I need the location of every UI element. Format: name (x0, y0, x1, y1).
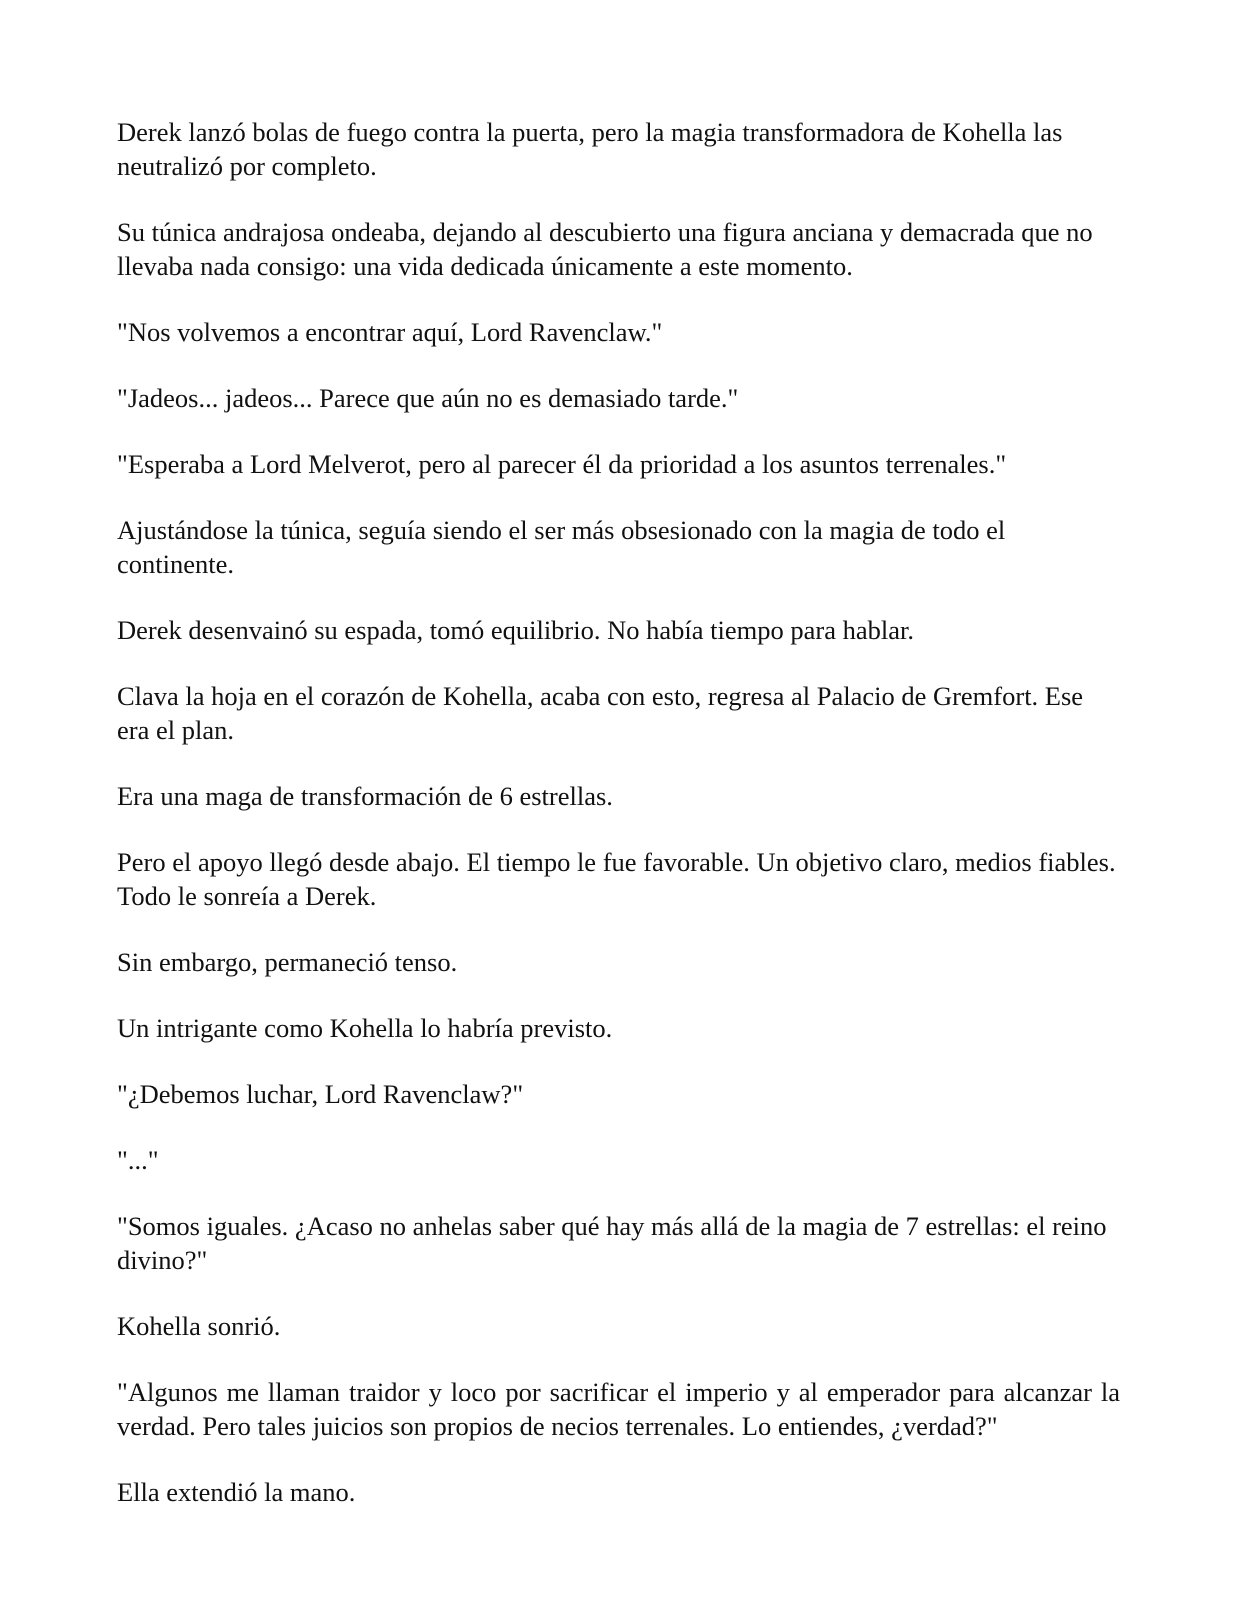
paragraph: "Jadeos... jadeos... Parece que aún no es demasiado tarde." (117, 383, 739, 413)
paragraph: Pero el apoyo llegó desde abajo. El tiempo le fue favorable. Un objetivo claro, medios fiables. Todo le sonreía a Derek. (117, 847, 1116, 911)
paragraph: Un intrigante como Kohella lo habría previsto. (117, 1013, 613, 1043)
paragraph: "..." (117, 1145, 159, 1175)
paragraph: "¿Debemos luchar, Lord Ravenclaw?" (117, 1079, 524, 1109)
paragraph: "Somos iguales. ¿Acaso no anhelas saber qué hay más allá de la magia de 7 estrellas: el reino divino?" (117, 1211, 1107, 1275)
paragraph: "Esperaba a Lord Melverot, pero al parecer él da prioridad a los asuntos terrenales." (117, 449, 1007, 479)
paragraph: Derek desenvainó su espada, tomó equilibrio. No había tiempo para hablar. (117, 615, 914, 645)
paragraph: Clava la hoja en el corazón de Kohella, acaba con esto, regresa al Palacio de Gremfort. Ese era el plan. (117, 681, 1084, 745)
paragraph: "Algunos me llaman traidor y loco por sacrificar el imperio y al emperador para alcanzar la verdad. Pero tales juicios son propios de necios terrenales. Lo entiendes, ¿verdad?" (117, 1377, 1120, 1441)
paragraph: Sin embargo, permaneció tenso. (117, 947, 458, 977)
paragraph: Ella extendió la mano. (117, 1477, 356, 1507)
paragraph: Era una maga de transformación de 6 estrellas. (117, 781, 613, 811)
paragraph: Ajustándose la túnica, seguía siendo el ser más obsesionado con la magia de todo el continente. (117, 515, 1006, 579)
paragraph: Su túnica andrajosa ondeaba, dejando al descubierto una figura anciana y demacrada que no llevaba nada consigo: una vida dedicada únicamente a este momento. (117, 217, 1093, 281)
document-body (117, 115, 1120, 1541)
paragraph: Kohella sonrió. (117, 1311, 281, 1341)
paragraph: Derek lanzó bolas de fuego contra la puerta, pero la magia transformadora de Kohella las neutralizó por completo. (117, 117, 1063, 181)
paragraph: "Nos volvemos a encontrar aquí, Lord Ravenclaw." (117, 317, 663, 347)
